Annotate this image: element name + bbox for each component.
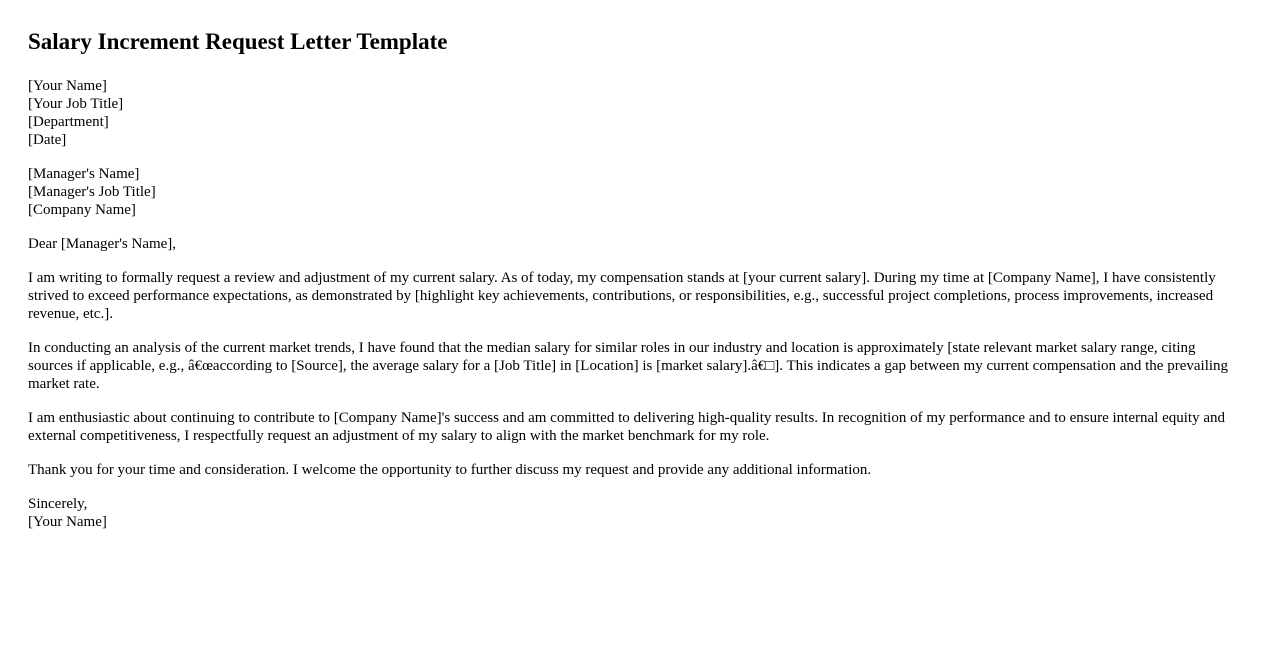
sender-date: [Date]: [28, 132, 67, 148]
body-paragraph-3: I am enthusiastic about continuing to contribute to [Company Name]'s success and am committed to delivering high-quality results. In recognition of my performance and to ensure internal equity and external competitiveness, I respectfully request an adjustment of my salary to align with the market benchmark for my role.: [28, 410, 1225, 444]
greeting: Dear [Manager's Name],: [28, 236, 177, 252]
body-paragraph-4: Thank you for your time and consideration. I welcome the opportunity to further discuss my request and provide any additional information.: [28, 462, 872, 478]
recipient-job-title: [Manager's Job Title]: [28, 184, 156, 200]
sender-job-title: [Your Job Title]: [28, 96, 124, 112]
recipient-name: [Manager's Name]: [28, 166, 140, 182]
signature-name: [Your Name]: [28, 514, 107, 530]
sender-department: [Department]: [28, 114, 109, 130]
sender-name: [Your Name]: [28, 78, 107, 94]
recipient-company: [Company Name]: [28, 202, 136, 218]
closing: Sincerely,: [28, 496, 88, 512]
sender-block: [28, 77, 1250, 149]
recipient-block: [28, 165, 1250, 219]
body-paragraph-2: In conducting an analysis of the current market trends, I have found that the median salary for similar roles in our industry and location is approximately [state relevant market salary range, citing sources if applicable, e.g., â€œaccording to [Source], the average salary for a [Job Title] in [Location] is [market salary].â€□]. This indicates a gap between my current compensation and the prevailing market rate.: [28, 340, 1229, 392]
signoff-block: [28, 495, 1250, 531]
page-title: Salary Increment Request Letter Template: [28, 29, 448, 54]
body-paragraph-1: I am writing to formally request a review and adjustment of my current salary. As of today, my compensation stands at [your current salary]. During my time at [Company Name], I have consistently strived to exceed performance expectations, as demonstrated by [highlight key achievements, contributions, or responsibilities, e.g., successful project completions, process improvements, increased revenue, etc.].: [28, 270, 1216, 322]
